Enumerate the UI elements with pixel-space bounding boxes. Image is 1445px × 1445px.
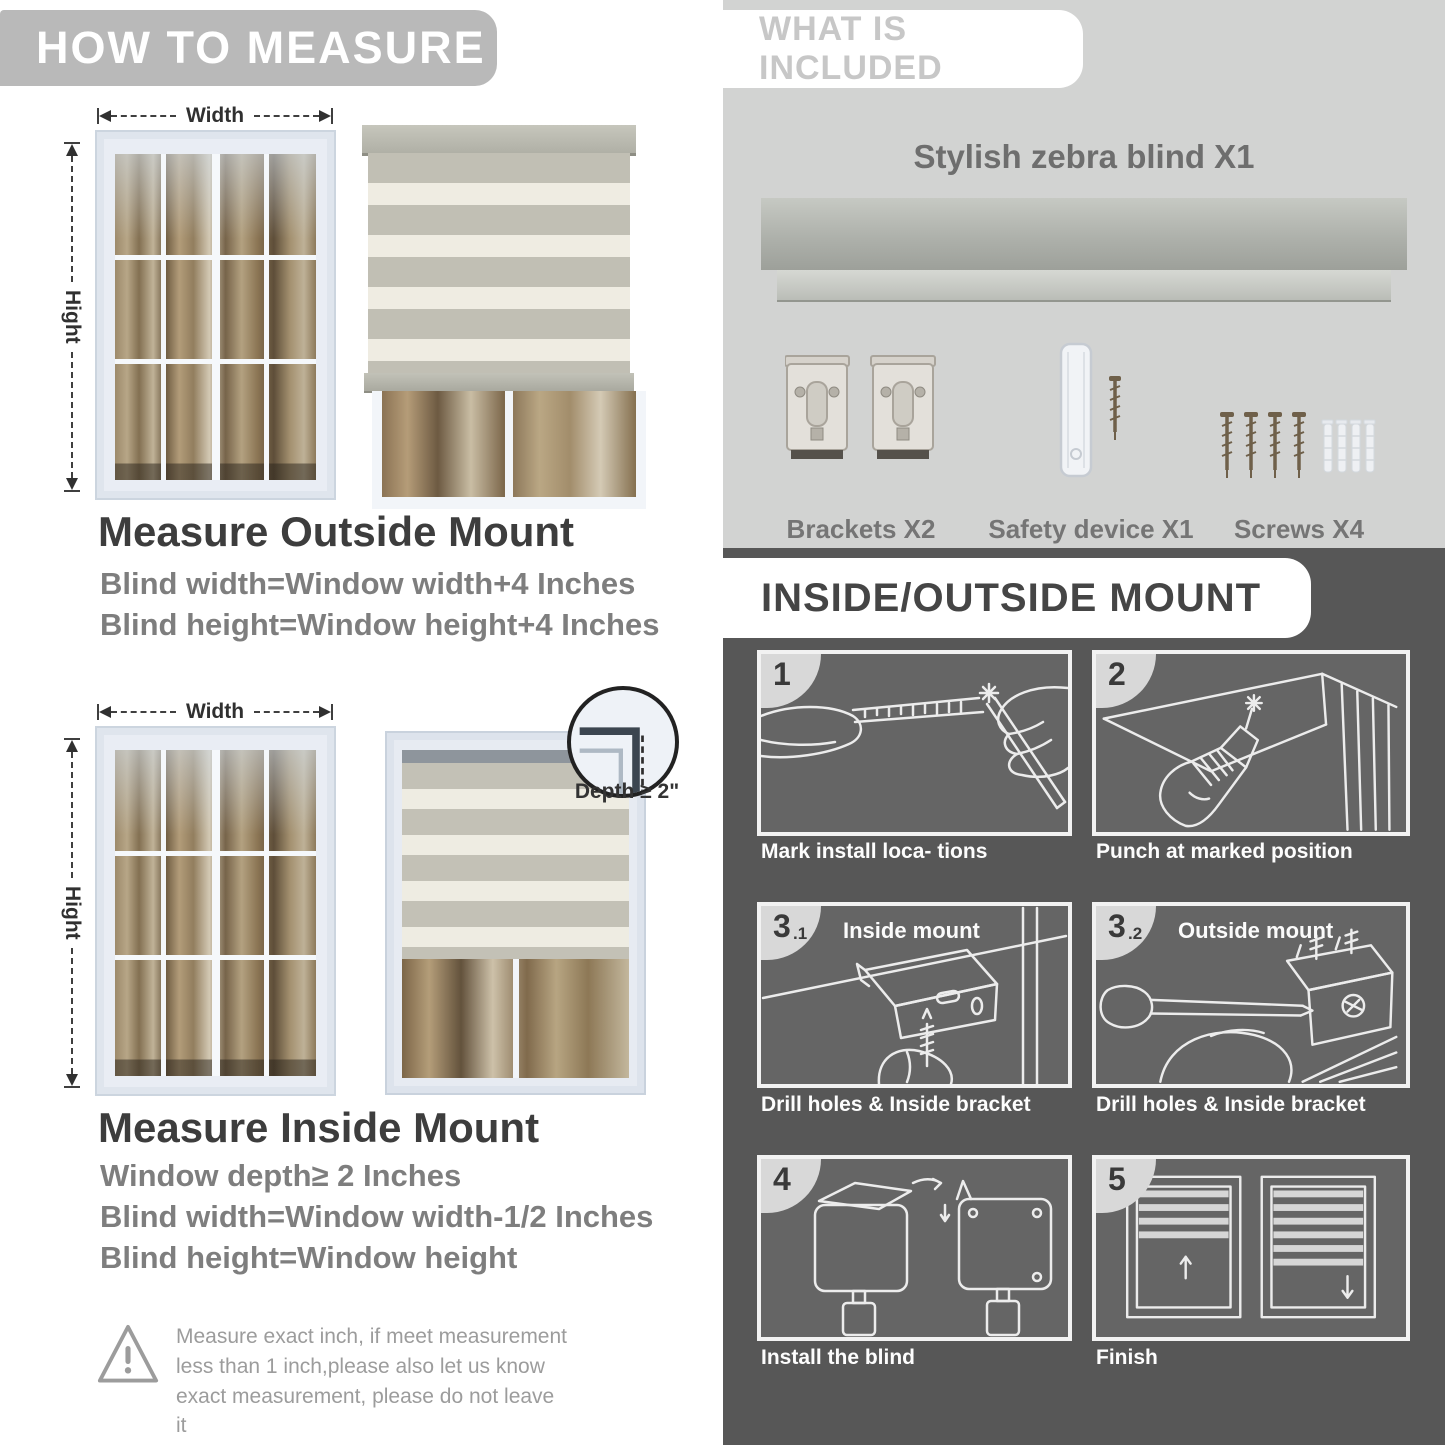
safety-device-label: Safety device X1: [988, 514, 1194, 544]
inside-mount-line-3: Blind height=Window height: [100, 1240, 518, 1275]
window-illustration-outside: [95, 130, 336, 500]
step-number: 2: [1108, 656, 1126, 692]
brackets-label: Brackets X2: [786, 514, 936, 544]
arrow-left-icon: [99, 706, 111, 718]
dashed-line: [71, 948, 73, 1074]
width-label: Width: [185, 104, 245, 127]
dashed-line: [71, 352, 73, 478]
step-2-panel: [1092, 650, 1410, 836]
step-4-panel: [757, 1155, 1072, 1341]
step-number: 4: [773, 1161, 791, 1197]
step-3-2-panel: [1092, 902, 1410, 1088]
width-label: Width: [185, 700, 245, 723]
safety-device-icon: [1053, 340, 1137, 492]
window-corner-detail: [571, 690, 675, 794]
how-to-measure-title: HOW TO MEASURE: [36, 22, 486, 73]
window-muntin: [161, 750, 166, 1076]
inside-outside-mount-banner: [723, 558, 1311, 638]
inside-mount-line-2: Blind width=Window width-1/2 Inches: [100, 1199, 654, 1234]
product-label: Stylish zebra blind X1: [913, 138, 1255, 175]
dashed-line: [111, 115, 176, 117]
window-photo: [115, 750, 316, 1076]
window-muntin: [264, 750, 269, 1076]
outside-mount-heading: Measure Outside Mount: [98, 508, 575, 555]
height-dimension-inside: [62, 738, 82, 1088]
step-subnumber: .2: [1128, 924, 1143, 943]
height-dimension-outside: [62, 142, 82, 492]
depth-label: Depth ≥ 2": [574, 780, 680, 803]
step-number: 3: [1108, 908, 1126, 944]
warning-triangle-icon: [96, 1320, 160, 1390]
arrow-right-icon: [319, 706, 331, 718]
step-1-panel: [757, 650, 1072, 836]
zebra-blind-outside-illustration: [362, 125, 636, 497]
window-below-blind: [372, 391, 646, 509]
step-3-2-title: Outside mount: [1178, 918, 1334, 943]
step-1-caption: Mark install loca- tions: [761, 840, 988, 863]
window-photo: [115, 154, 316, 480]
arrow-left-icon: [99, 110, 111, 122]
window-center-divider: [212, 154, 220, 480]
measurement-warning-text: Measure exact inch, if meet measurement less than 1 inch,please also let us know exact measurement, please do not leave it: [176, 1325, 568, 1438]
arrow-down-icon: [66, 478, 78, 490]
window-muntin: [161, 154, 166, 480]
step-3-1-title: Inside mount: [843, 918, 980, 943]
dimension-tick: [331, 108, 333, 124]
step-3-1-caption: Drill holes & Inside bracket: [761, 1093, 1031, 1116]
step-3-1-panel: [757, 902, 1072, 1088]
window-center-divider: [505, 391, 513, 497]
window-muntin: [264, 154, 269, 480]
dimension-tick: [64, 490, 80, 492]
what-is-included-title: WHAT IS INCLUDED: [759, 10, 943, 87]
inside-mount-heading: Measure Inside Mount: [98, 1104, 540, 1151]
screws-icon: [1218, 412, 1380, 484]
step-number: 5: [1108, 1161, 1126, 1197]
inside-outside-mount-title: INSIDE/OUTSIDE MOUNT: [761, 575, 1262, 620]
step-4-caption: Install the blind: [761, 1346, 916, 1369]
arrow-down-icon: [66, 1074, 78, 1086]
height-label: Hight: [61, 290, 84, 344]
dashed-line: [111, 711, 176, 713]
window-center-divider: [513, 959, 519, 1078]
mount-instructions-section: [723, 548, 1445, 1445]
step-5-panel: [1092, 1155, 1410, 1341]
step-2-caption: Punch at marked position: [1096, 840, 1353, 863]
brackets-icon: [785, 352, 937, 476]
blind-cassette: [362, 125, 636, 156]
dashed-line: [71, 156, 73, 282]
blind-bottom-rail: [364, 373, 634, 393]
window-below-blind: [402, 959, 629, 1078]
blind-stripes: [368, 153, 630, 373]
outside-mount-line-1: Blind width=Window width+4 Inches: [100, 566, 636, 601]
width-dimension-outside: [97, 106, 333, 126]
step-number: 3: [773, 908, 791, 944]
what-is-included-banner: [723, 10, 1083, 88]
inside-mount-line-1: Window depth≥ 2 Inches: [100, 1158, 462, 1193]
blind-headrail-image: [761, 198, 1407, 270]
step-subnumber: .1: [793, 924, 808, 943]
width-dimension-inside: [97, 702, 333, 722]
dashed-line: [71, 752, 73, 878]
screws-label: Screws X4: [1233, 514, 1365, 544]
arrow-up-icon: [66, 144, 78, 156]
arrow-up-icon: [66, 740, 78, 752]
dashed-line: [254, 711, 319, 713]
window-center-divider: [212, 750, 220, 1076]
dimension-tick: [331, 704, 333, 720]
what-is-included-section: [723, 0, 1445, 548]
arrow-right-icon: [319, 110, 331, 122]
how-to-measure-banner: [0, 10, 497, 86]
outside-mount-line-2: Blind height=Window height+4 Inches: [100, 607, 660, 642]
height-label: Hight: [61, 886, 84, 940]
step-5-caption: Finish: [1096, 1346, 1158, 1369]
dashed-line: [254, 115, 319, 117]
step-3-2-caption: Drill holes & Inside bracket: [1096, 1093, 1366, 1116]
step-number: 1: [773, 656, 791, 692]
blind-bottomrail-image: [777, 270, 1391, 302]
window-illustration-inside: [95, 726, 336, 1096]
dimension-tick: [64, 1086, 80, 1088]
